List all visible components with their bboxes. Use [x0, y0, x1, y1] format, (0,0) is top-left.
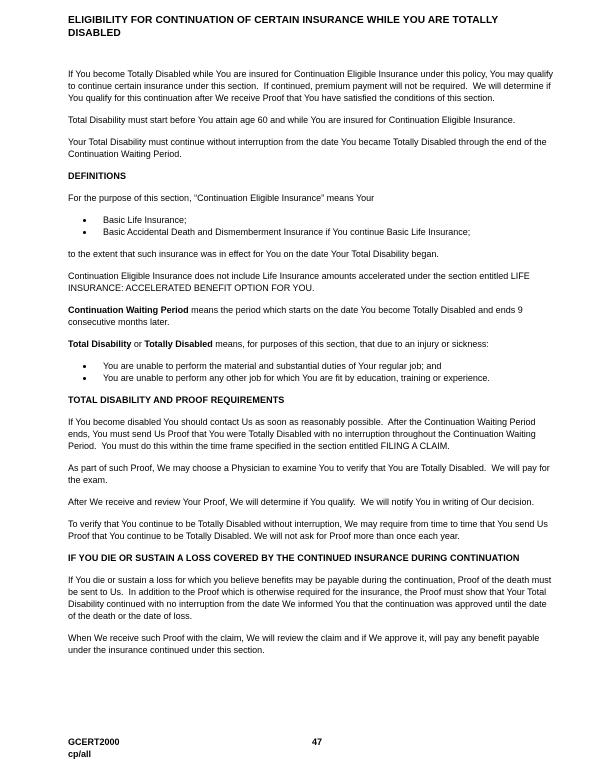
text-run: If You die or sustain a loss for which you believe benefits may be payable during the continuation, Proof of the death must be sent to Us. In addition to the Proof which is otherwise required for the insurance, the Proof must show that Your Total Disability continued with no interruption from the date We informed You that the continuation was approved until the date of the death or the date of loss. — [68, 575, 554, 621]
paragraph — [68, 248, 556, 260]
bullet-item: • Basic Life Insurance; — [95, 214, 556, 226]
paragraph — [68, 304, 556, 328]
paragraph — [68, 270, 556, 294]
bullet-item: • Basic Accidental Death and Dismemberment Insurance if You continue Basic Life Insurance; — [95, 226, 556, 238]
bold-term: Totally Disabled — [144, 339, 213, 349]
paragraph — [68, 192, 556, 204]
document-body — [68, 68, 556, 656]
bullet-list — [68, 214, 556, 238]
document-title: ELIGIBILITY FOR CONTINUATION OF CERTAIN INSURANCE WHILE YOU ARE TOTALLY DISABLED — [68, 15, 499, 39]
bullet-item: • You are unable to perform the material and substantial duties of Your regular job; and — [95, 360, 556, 372]
text-run: If You become Totally Disabled while You are insured for Continuation Eligible Insurance under this policy, You may qualify to continue certain insurance under this section. If continued, premium payment will not be required. We will determine if You qualify for this continuation after We receive Proof that You have satisfied the conditions of this section. — [68, 69, 556, 103]
footer-form-suffix: cp/all — [68, 749, 92, 759]
text-run: or — [131, 339, 145, 349]
paragraph — [68, 114, 556, 126]
section-heading: DEFINITIONS — [68, 171, 127, 181]
paragraph — [68, 574, 556, 622]
paragraph — [68, 68, 556, 104]
text-run: When We receive such Proof with the claim, We will review the claim and if We approve it, will pay any benefit payable under the insurance continued under this section. — [68, 633, 542, 655]
paragraph — [68, 338, 556, 350]
bullet-list — [68, 360, 556, 384]
footer — [68, 736, 556, 760]
paragraph — [68, 462, 556, 486]
paragraph — [68, 518, 556, 542]
paragraph — [68, 136, 556, 160]
footer-page-number: 47 — [312, 737, 323, 747]
bullet-item: • You are unable to perform any other job for which You are fit by education, training or experience. — [95, 372, 556, 384]
text-run: means, for purposes of this section, that due to an injury or sickness: — [212, 339, 489, 349]
paragraph — [68, 632, 556, 656]
footer-form-number: GCERT2000 — [68, 737, 120, 747]
text-run: means the period which starts on the date You become Totally Disabled and ends 9 consecutive months later. — [68, 305, 526, 327]
text-run: After We receive and review Your Proof, We will determine if You qualify. We will notify You in writing of Our decision. — [68, 497, 535, 507]
section-heading: TOTAL DISABILITY AND PROOF REQUIREMENTS — [68, 395, 285, 405]
text-run: As part of such Proof, We may choose a Physician to examine You to verify that You are Totally Disabled. We will pay for the exam. — [68, 463, 553, 485]
text-run: For the purpose of this section, “Continuation Eligible Insurance” means Your — [68, 193, 375, 203]
text-run: Total Disability must start before You attain age 60 and while You are insured for Continuation Eligible Insurance. — [68, 115, 516, 125]
paragraph — [68, 416, 556, 452]
bold-term: Total Disability — [68, 339, 132, 349]
text-run: Your Total Disability must continue without interruption from the date You became Totally Disabled through the end of the Continuation Waiting Period. — [68, 137, 550, 159]
text-run: Continuation Eligible Insurance does not include Life Insurance amounts accelerated under the section entitled LIFE INSURANCE: ACCELERATED BENEFIT OPTION FOR YOU. — [68, 271, 533, 293]
paragraph — [68, 496, 556, 508]
text-run: to the extent that such insurance was in effect for You on the date Your Total Disability began. — [68, 249, 439, 259]
section-heading: IF YOU DIE OR SUSTAIN A LOSS COVERED BY THE CONTINUED INSURANCE DURING CONTINUATION — [68, 553, 520, 563]
text-run: To verify that You continue to be Totally Disabled without interruption, We may require from time to time that You send Us Proof that You continue to be Totally Disabled. We will not ask for Proof more than once each year. — [68, 519, 551, 541]
text-run: If You become disabled You should contact Us as soon as reasonably possible. After the Continuation Waiting Period ends, You must send Us Proof that You were Totally Disabled with no interruption throughout the Continuation Waiting Period. You must do this within the time frame specified in the section entitled FILING A CLAIM. — [68, 417, 539, 451]
bold-term: Continuation Waiting Period — [68, 305, 189, 315]
